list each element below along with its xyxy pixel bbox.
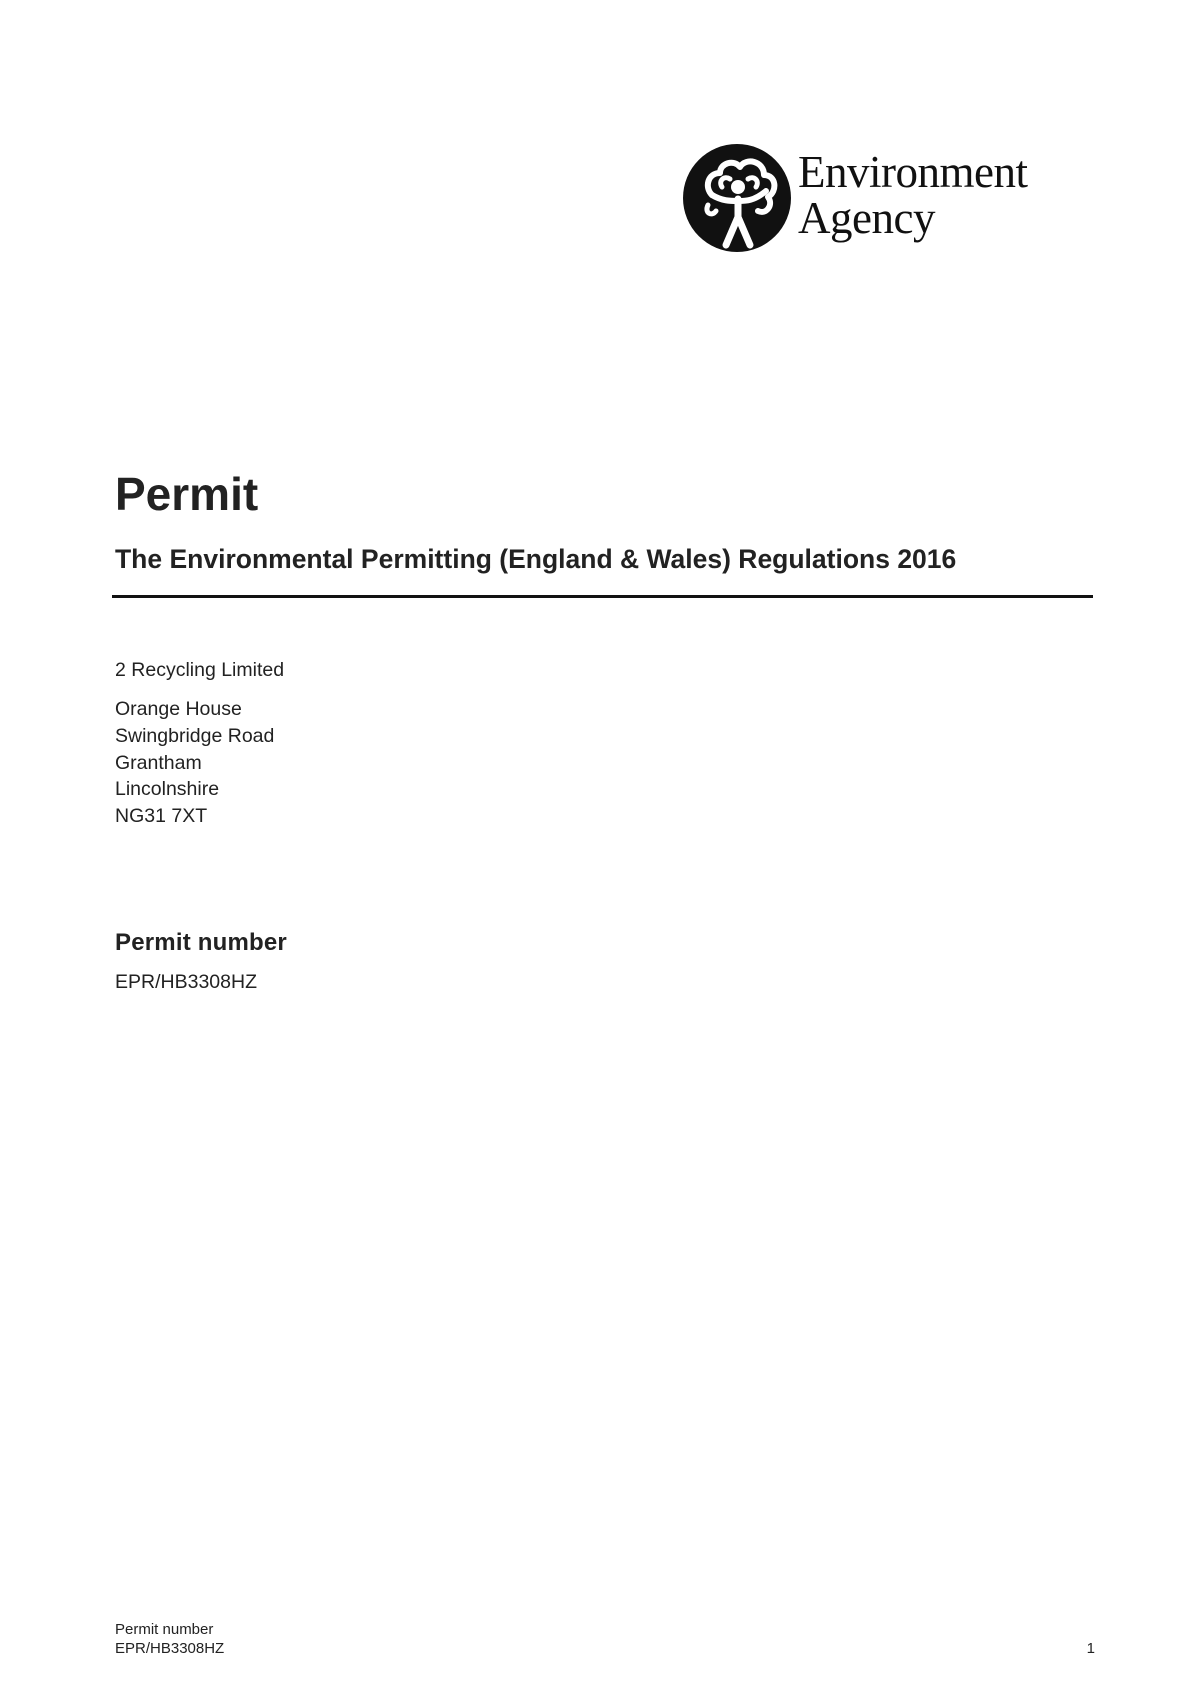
operator-name: 2 Recycling Limited bbox=[115, 659, 285, 681]
title-divider bbox=[112, 595, 1093, 598]
address-line: Swingbridge Road bbox=[115, 724, 275, 747]
tree-figure-emblem-icon bbox=[682, 143, 792, 253]
permit-number-value: EPR/HB3308HZ bbox=[115, 971, 257, 993]
logo-line-agency: Agency bbox=[798, 193, 935, 243]
address-line: NG31 7XT bbox=[115, 805, 208, 828]
page-number: 1 bbox=[1086, 1640, 1095, 1657]
address-line: Grantham bbox=[115, 751, 202, 774]
footer-permit-number: EPR/HB3308HZ bbox=[115, 1640, 225, 1657]
page-title: Permit bbox=[115, 468, 259, 520]
regulations-subtitle: The Environmental Permitting (England & Wales) Regulations 2016 bbox=[115, 544, 957, 574]
permit-number-heading: Permit number bbox=[115, 929, 287, 956]
address-line: Orange House bbox=[115, 698, 242, 720]
environment-agency-logo bbox=[682, 143, 1082, 255]
operator-address bbox=[115, 696, 274, 830]
footer-permit-label: Permit number bbox=[115, 1621, 214, 1638]
logo-wordmark bbox=[798, 149, 1027, 241]
logo-line-environment: Environment bbox=[798, 147, 1028, 197]
address-line: Lincolnshire bbox=[115, 778, 220, 801]
